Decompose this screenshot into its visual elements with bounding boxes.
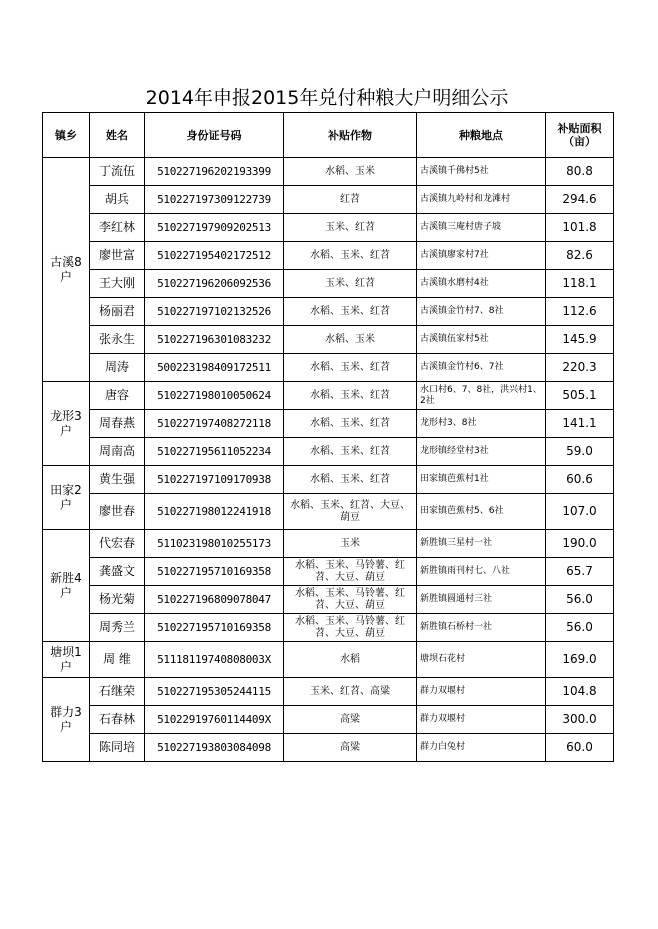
name-cell: 杨丽君 xyxy=(90,298,145,326)
table-row xyxy=(43,382,614,410)
location-cell: 新胜镇圆通村三社 xyxy=(417,586,546,614)
table-row xyxy=(43,706,614,734)
table-row xyxy=(43,214,614,242)
id-cell: 510227197309122739 xyxy=(145,186,284,214)
name-cell: 李红林 xyxy=(90,214,145,242)
area-cell: 141.1 xyxy=(546,410,614,438)
crop-cell: 高粱 xyxy=(284,734,417,762)
crop-cell: 玉米 xyxy=(284,530,417,558)
id-cell: 510227193803084098 xyxy=(145,734,284,762)
crop-cell: 水稻、玉米、红苕 xyxy=(284,242,417,270)
town-cell: 龙形3户 xyxy=(43,382,90,466)
name-cell: 周涛 xyxy=(90,354,145,382)
area-cell: 60.6 xyxy=(546,466,614,494)
crop-cell: 水稻、玉米、红苕 xyxy=(284,382,417,410)
table-row xyxy=(43,158,614,186)
name-cell: 王大刚 xyxy=(90,270,145,298)
id-cell: 510227195710169358 xyxy=(145,614,284,642)
area-cell: 60.0 xyxy=(546,734,614,762)
name-cell: 石春林 xyxy=(90,706,145,734)
name-cell: 杨光菊 xyxy=(90,586,145,614)
crop-cell: 水稻 xyxy=(284,642,417,678)
crop-cell: 红苕 xyxy=(284,186,417,214)
name-cell: 廖世春 xyxy=(90,494,145,530)
location-cell: 古溪镇伍家村5社 xyxy=(417,326,546,354)
id-cell: 510227195305244115 xyxy=(145,678,284,706)
name-cell: 周 维 xyxy=(90,642,145,678)
location-cell: 新胜镇三星村一社 xyxy=(417,530,546,558)
crop-cell: 水稻、玉米、红苕 xyxy=(284,438,417,466)
id-cell: 510227195611052234 xyxy=(145,438,284,466)
id-cell: 500223198409172511 xyxy=(145,354,284,382)
town-cell: 新胜4户 xyxy=(43,530,90,642)
table-row xyxy=(43,270,614,298)
crop-cell: 玉米、红苕、高粱 xyxy=(284,678,417,706)
crop-cell: 水稻、玉米、红苕 xyxy=(284,298,417,326)
area-cell: 169.0 xyxy=(546,642,614,678)
table-row xyxy=(43,466,614,494)
crop-cell: 水稻、玉米、红苕 xyxy=(284,354,417,382)
area-cell: 82.6 xyxy=(546,242,614,270)
area-cell: 145.9 xyxy=(546,326,614,354)
town-cell: 群力3户 xyxy=(43,678,90,762)
id-cell: 51022919760114409X xyxy=(145,706,284,734)
id-cell: 510227198010050624 xyxy=(145,382,284,410)
table-row xyxy=(43,586,614,614)
id-cell: 510227197408272118 xyxy=(145,410,284,438)
crop-cell: 水稻、玉米 xyxy=(284,158,417,186)
name-cell: 石继荣 xyxy=(90,678,145,706)
table-row xyxy=(43,326,614,354)
crop-cell: 水稻、玉米 xyxy=(284,326,417,354)
id-cell: 510227196301083232 xyxy=(145,326,284,354)
area-cell: 300.0 xyxy=(546,706,614,734)
table-body xyxy=(43,158,614,762)
id-cell: 51118119740808003X xyxy=(145,642,284,678)
id-cell: 510227198012241918 xyxy=(145,494,284,530)
id-cell: 510227195710169358 xyxy=(145,558,284,586)
crop-cell: 水稻、玉米、马铃薯、红苕、大豆、葫豆 xyxy=(284,586,417,614)
location-cell: 田家镇芭蕉村5、6社 xyxy=(417,494,546,530)
area-cell: 505.1 xyxy=(546,382,614,410)
id-cell: 510227195402172512 xyxy=(145,242,284,270)
area-cell: 104.8 xyxy=(546,678,614,706)
area-cell: 101.8 xyxy=(546,214,614,242)
table-row xyxy=(43,410,614,438)
table-row xyxy=(43,242,614,270)
id-cell: 510227197102132526 xyxy=(145,298,284,326)
table-row xyxy=(43,186,614,214)
location-cell: 古溪镇金竹村6、7社 xyxy=(417,354,546,382)
area-cell: 190.0 xyxy=(546,530,614,558)
area-cell: 65.7 xyxy=(546,558,614,586)
area-cell: 112.6 xyxy=(546,298,614,326)
subsidy-table xyxy=(42,112,614,762)
area-cell: 56.0 xyxy=(546,586,614,614)
area-cell: 118.1 xyxy=(546,270,614,298)
area-cell: 56.0 xyxy=(546,614,614,642)
name-cell: 廖世富 xyxy=(90,242,145,270)
crop-cell: 水稻、玉米、马铃薯、红苕、大豆、葫豆 xyxy=(284,558,417,586)
header-id: 身份证号码 xyxy=(145,113,284,158)
id-cell: 510227196809078047 xyxy=(145,586,284,614)
id-cell: 510227196206092536 xyxy=(145,270,284,298)
table-row xyxy=(43,734,614,762)
name-cell: 周春燕 xyxy=(90,410,145,438)
header-crop: 补贴作物 xyxy=(284,113,417,158)
id-cell: 510227197109170938 xyxy=(145,466,284,494)
document-title: 2014年申报2015年兑付种粮大户明细公示 xyxy=(145,87,509,109)
location-cell: 古溪镇三庵村唐子坡 xyxy=(417,214,546,242)
header-row xyxy=(43,113,614,158)
table-row xyxy=(43,298,614,326)
crop-cell: 水稻、玉米、红苕、大豆、葫豆 xyxy=(284,494,417,530)
table-row xyxy=(43,678,614,706)
name-cell: 代宏春 xyxy=(90,530,145,558)
area-cell: 294.6 xyxy=(546,186,614,214)
id-cell: 511023198010255173 xyxy=(145,530,284,558)
header-location: 种粮地点 xyxy=(417,113,546,158)
name-cell: 丁流伍 xyxy=(90,158,145,186)
location-cell: 龙形镇经堂村3社 xyxy=(417,438,546,466)
crop-cell: 水稻、玉米、红苕 xyxy=(284,466,417,494)
crop-cell: 水稻、玉米、马铃薯、红苕、大豆、葫豆 xyxy=(284,614,417,642)
area-cell: 220.3 xyxy=(546,354,614,382)
location-cell: 塘坝石花村 xyxy=(417,642,546,678)
location-cell: 新胜镇雨刊村七、八社 xyxy=(417,558,546,586)
town-cell: 塘坝1户 xyxy=(43,642,90,678)
id-cell: 510227196202193399 xyxy=(145,158,284,186)
location-cell: 古溪镇金竹村7、8社 xyxy=(417,298,546,326)
name-cell: 周秀兰 xyxy=(90,614,145,642)
town-cell: 田家2户 xyxy=(43,466,90,530)
table-row xyxy=(43,642,614,678)
crop-cell: 水稻、玉米、红苕 xyxy=(284,410,417,438)
location-cell: 田家镇芭蕉村1社 xyxy=(417,466,546,494)
area-cell: 80.8 xyxy=(546,158,614,186)
header-area: 补贴面积（亩） xyxy=(546,113,614,158)
name-cell: 唐容 xyxy=(90,382,145,410)
name-cell: 陈同培 xyxy=(90,734,145,762)
location-cell: 古溪镇廖家村7社 xyxy=(417,242,546,270)
table-row xyxy=(43,558,614,586)
location-cell: 新胜镇石桥村一社 xyxy=(417,614,546,642)
crop-cell: 玉米、红苕 xyxy=(284,270,417,298)
table-row xyxy=(43,354,614,382)
location-cell: 古溪镇千佛村5社 xyxy=(417,158,546,186)
table-row xyxy=(43,494,614,530)
header-town: 镇乡 xyxy=(43,113,90,158)
location-cell: 群力双堰村 xyxy=(417,678,546,706)
header-name: 姓名 xyxy=(90,113,145,158)
crop-cell: 玉米、红苕 xyxy=(284,214,417,242)
area-cell: 107.0 xyxy=(546,494,614,530)
location-cell: 古溪镇九岭村和龙滩村 xyxy=(417,186,546,214)
name-cell: 黄生强 xyxy=(90,466,145,494)
area-cell: 59.0 xyxy=(546,438,614,466)
location-cell: 群力双堰村 xyxy=(417,706,546,734)
location-cell: 龙形村3、8社 xyxy=(417,410,546,438)
location-cell: 群力白兔村 xyxy=(417,734,546,762)
location-cell: 古溪镇水磨村4社 xyxy=(417,270,546,298)
name-cell: 胡兵 xyxy=(90,186,145,214)
name-cell: 张永生 xyxy=(90,326,145,354)
town-cell: 古溪8户 xyxy=(43,158,90,382)
id-cell: 510227197909202513 xyxy=(145,214,284,242)
location-cell: 水口村6、7、8社，洪兴村1、2社 xyxy=(417,382,546,410)
table-row xyxy=(43,530,614,558)
name-cell: 龚盛文 xyxy=(90,558,145,586)
table-row xyxy=(43,614,614,642)
crop-cell: 高粱 xyxy=(284,706,417,734)
name-cell: 周南高 xyxy=(90,438,145,466)
table-row xyxy=(43,438,614,466)
